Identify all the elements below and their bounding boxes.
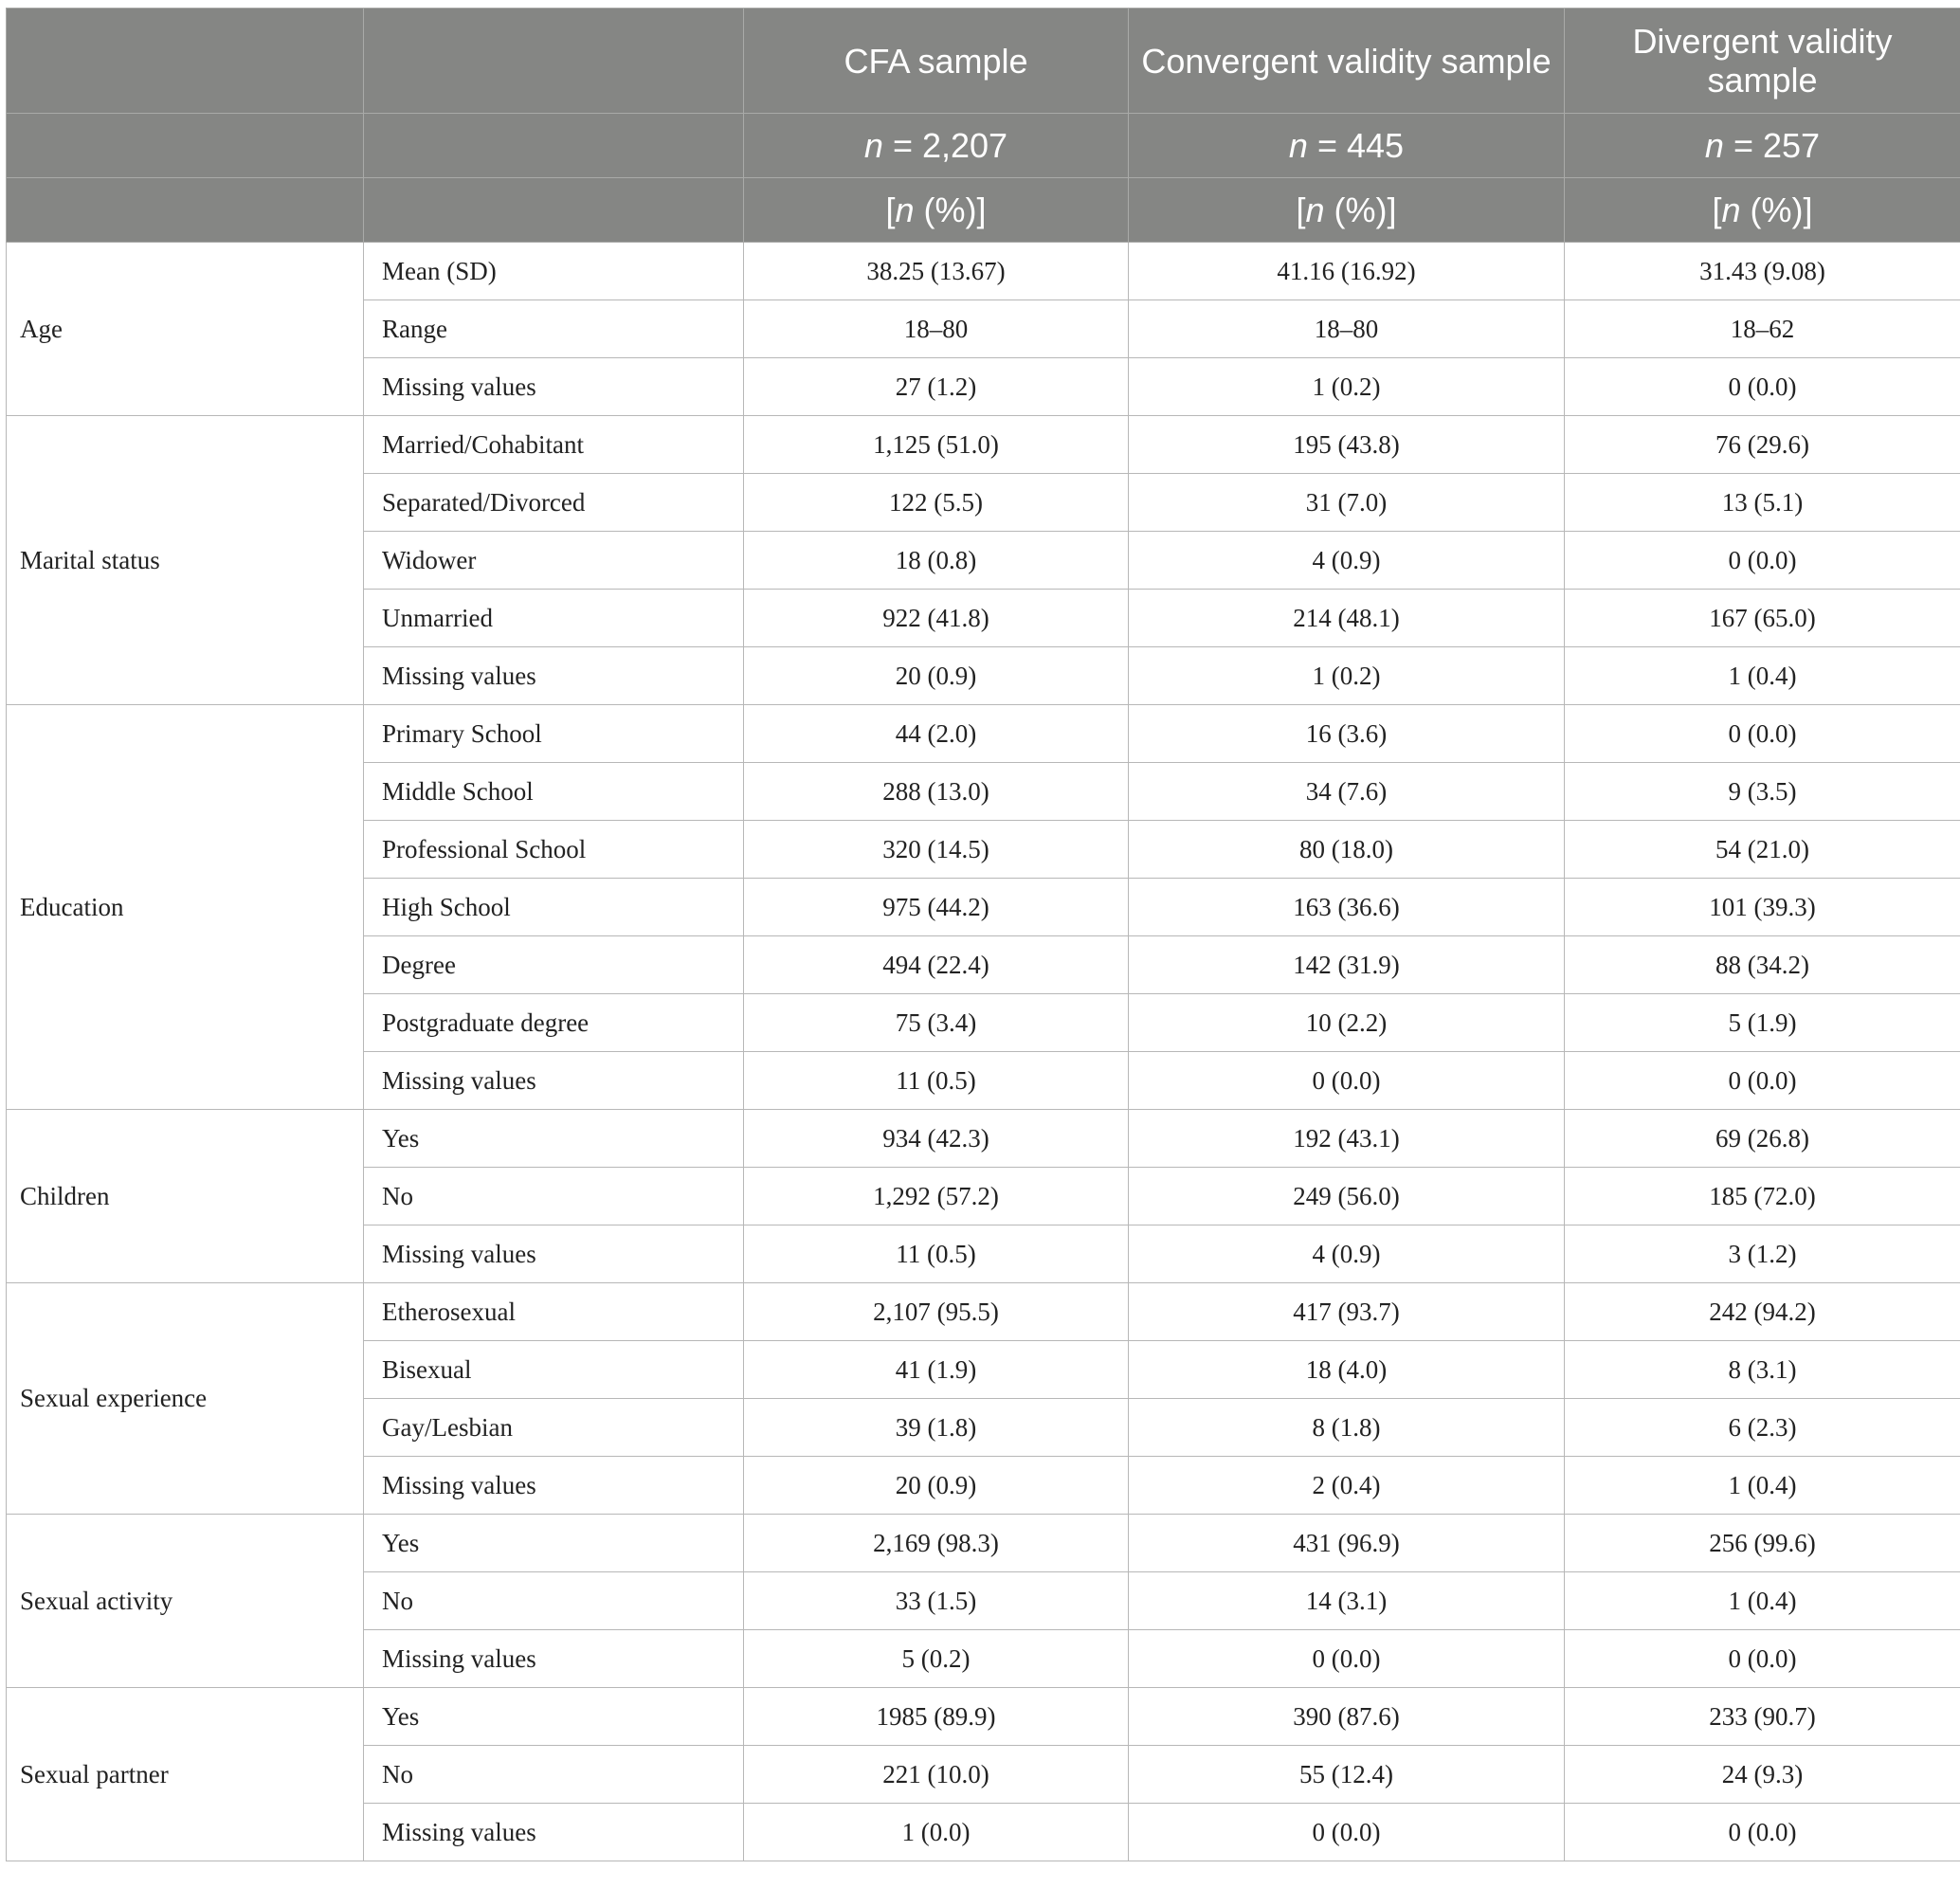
unit-n: n [895, 191, 915, 229]
cfa-value: 1985 (89.9) [744, 1688, 1129, 1746]
cfa-value: 18–80 [744, 300, 1129, 358]
table-row [7, 1283, 1960, 1341]
cfa-value: 75 (3.4) [744, 994, 1129, 1052]
table-row [7, 1110, 1960, 1168]
row-label: Professional School [364, 821, 744, 879]
group-label: Education [7, 705, 364, 1110]
table-row [7, 243, 1960, 300]
divergent-value: 1 (0.4) [1565, 1457, 1960, 1515]
row-label: Etherosexual [364, 1283, 744, 1341]
divergent-value: 31.43 (9.08) [1565, 243, 1960, 300]
convergent-value: 0 (0.0) [1129, 1804, 1565, 1861]
unit-open: [ [1296, 191, 1306, 229]
header-cfa-sample: CFA sample [744, 9, 1129, 114]
divergent-value: 6 (2.3) [1565, 1399, 1960, 1457]
divergent-value: 1 (0.4) [1565, 1572, 1960, 1630]
cfa-value: 11 (0.5) [744, 1052, 1129, 1110]
row-label: Missing values [364, 647, 744, 705]
convergent-value: 431 (96.9) [1129, 1515, 1565, 1572]
unit-close: (%)] [1740, 191, 1813, 229]
row-label: No [364, 1572, 744, 1630]
divergent-value: 0 (0.0) [1565, 1630, 1960, 1688]
divergent-value: 88 (34.2) [1565, 936, 1960, 994]
cfa-value: 2,107 (95.5) [744, 1283, 1129, 1341]
header-n-convergent [1129, 114, 1565, 178]
unit-open: [ [1712, 191, 1722, 229]
row-label: Widower [364, 532, 744, 590]
divergent-value: 8 (3.1) [1565, 1341, 1960, 1399]
divergent-value: 9 (3.5) [1565, 763, 1960, 821]
divergent-value: 18–62 [1565, 300, 1960, 358]
cfa-value: 33 (1.5) [744, 1572, 1129, 1630]
unit-close: (%)] [1324, 191, 1397, 229]
convergent-value: 0 (0.0) [1129, 1630, 1565, 1688]
n-symbol: n [1704, 126, 1724, 165]
row-label: Range [364, 300, 744, 358]
header-unit-blank-item [364, 178, 744, 243]
cfa-value: 41 (1.9) [744, 1341, 1129, 1399]
convergent-value: 142 (31.9) [1129, 936, 1565, 994]
divergent-value: 54 (21.0) [1565, 821, 1960, 879]
row-label: High School [364, 879, 744, 936]
cfa-value: 39 (1.8) [744, 1399, 1129, 1457]
convergent-value: 41.16 (16.92) [1129, 243, 1565, 300]
row-label: Unmarried [364, 590, 744, 647]
header-convergent-sample: Convergent validity sample [1129, 9, 1565, 114]
header-divergent-sample: Divergent validity sample [1565, 9, 1960, 114]
convergent-value: 195 (43.8) [1129, 416, 1565, 474]
convergent-value: 55 (12.4) [1129, 1746, 1565, 1804]
row-label: No [364, 1746, 744, 1804]
cfa-value: 2,169 (98.3) [744, 1515, 1129, 1572]
convergent-value: 0 (0.0) [1129, 1052, 1565, 1110]
cfa-value: 27 (1.2) [744, 358, 1129, 416]
n-symbol: n [863, 126, 883, 165]
convergent-value: 8 (1.8) [1129, 1399, 1565, 1457]
header-blank-group [7, 9, 364, 114]
convergent-value: 1 (0.2) [1129, 647, 1565, 705]
divergent-value: 242 (94.2) [1565, 1283, 1960, 1341]
cfa-value: 1,292 (57.2) [744, 1168, 1129, 1225]
demographics-table [6, 8, 1960, 1861]
cfa-value: 20 (0.9) [744, 647, 1129, 705]
divergent-value: 69 (26.8) [1565, 1110, 1960, 1168]
row-label: Missing values [364, 1225, 744, 1283]
cfa-value: 221 (10.0) [744, 1746, 1129, 1804]
row-label: Married/Cohabitant [364, 416, 744, 474]
cfa-value: 1 (0.0) [744, 1804, 1129, 1861]
cfa-value: 5 (0.2) [744, 1630, 1129, 1688]
cfa-value: 11 (0.5) [744, 1225, 1129, 1283]
table-row [7, 1515, 1960, 1572]
unit-close: (%)] [914, 191, 987, 229]
unit-open: [ [885, 191, 896, 229]
row-label: Missing values [364, 1804, 744, 1861]
divergent-value: 185 (72.0) [1565, 1168, 1960, 1225]
header-row-n [7, 114, 1960, 178]
header-n-divergent [1565, 114, 1960, 178]
header-blank-item [364, 9, 744, 114]
divergent-value: 0 (0.0) [1565, 358, 1960, 416]
divergent-value: 0 (0.0) [1565, 1052, 1960, 1110]
divergent-value: 233 (90.7) [1565, 1688, 1960, 1746]
divergent-value: 0 (0.0) [1565, 705, 1960, 763]
n-symbol: n [1288, 126, 1308, 165]
row-label: Middle School [364, 763, 744, 821]
divergent-value: 0 (0.0) [1565, 532, 1960, 590]
group-label: Sexual activity [7, 1515, 364, 1688]
convergent-value: 4 (0.9) [1129, 532, 1565, 590]
cfa-value: 1,125 (51.0) [744, 416, 1129, 474]
row-label: Mean (SD) [364, 243, 744, 300]
cfa-value: 288 (13.0) [744, 763, 1129, 821]
group-label: Children [7, 1110, 364, 1283]
unit-n: n [1721, 191, 1741, 229]
n-value: = 2,207 [892, 126, 1008, 165]
convergent-value: 18–80 [1129, 300, 1565, 358]
group-label: Marital status [7, 416, 364, 705]
divergent-value: 101 (39.3) [1565, 879, 1960, 936]
group-label: Sexual experience [7, 1283, 364, 1515]
convergent-value: 163 (36.6) [1129, 879, 1565, 936]
convergent-value: 192 (43.1) [1129, 1110, 1565, 1168]
n-value: = 445 [1316, 126, 1405, 165]
header-n-blank-item [364, 114, 744, 178]
cfa-value: 494 (22.4) [744, 936, 1129, 994]
divergent-value: 167 (65.0) [1565, 590, 1960, 647]
convergent-value: 390 (87.6) [1129, 1688, 1565, 1746]
convergent-value: 214 (48.1) [1129, 590, 1565, 647]
divergent-value: 0 (0.0) [1565, 1804, 1960, 1861]
header-unit-blank-group [7, 178, 364, 243]
row-label: Separated/Divorced [364, 474, 744, 532]
row-label: Missing values [364, 1630, 744, 1688]
divergent-value: 24 (9.3) [1565, 1746, 1960, 1804]
divergent-value: 76 (29.6) [1565, 416, 1960, 474]
row-label: Gay/Lesbian [364, 1399, 744, 1457]
row-label: Missing values [364, 1052, 744, 1110]
header-unit-cfa [744, 178, 1129, 243]
header-row-unit [7, 178, 1960, 243]
convergent-value: 4 (0.9) [1129, 1225, 1565, 1283]
cfa-value: 922 (41.8) [744, 590, 1129, 647]
cfa-value: 44 (2.0) [744, 705, 1129, 763]
table-body [7, 243, 1960, 1861]
row-label: Yes [364, 1515, 744, 1572]
convergent-value: 80 (18.0) [1129, 821, 1565, 879]
convergent-value: 18 (4.0) [1129, 1341, 1565, 1399]
header-n-cfa [744, 114, 1129, 178]
group-label: Sexual partner [7, 1688, 364, 1861]
table-header [7, 9, 1960, 243]
convergent-value: 417 (93.7) [1129, 1283, 1565, 1341]
table-row [7, 705, 1960, 763]
divergent-value: 13 (5.1) [1565, 474, 1960, 532]
header-unit-convergent [1129, 178, 1565, 243]
cfa-value: 20 (0.9) [744, 1457, 1129, 1515]
row-label: Yes [364, 1688, 744, 1746]
table-row [7, 416, 1960, 474]
convergent-value: 249 (56.0) [1129, 1168, 1565, 1225]
convergent-value: 31 (7.0) [1129, 474, 1565, 532]
group-label: Age [7, 243, 364, 416]
divergent-value: 256 (99.6) [1565, 1515, 1960, 1572]
row-label: Yes [364, 1110, 744, 1168]
convergent-value: 16 (3.6) [1129, 705, 1565, 763]
cfa-value: 320 (14.5) [744, 821, 1129, 879]
table-row [7, 1688, 1960, 1746]
cfa-value: 934 (42.3) [744, 1110, 1129, 1168]
convergent-value: 14 (3.1) [1129, 1572, 1565, 1630]
divergent-value: 1 (0.4) [1565, 647, 1960, 705]
row-label: No [364, 1168, 744, 1225]
header-row-titles [7, 9, 1960, 114]
cfa-value: 18 (0.8) [744, 532, 1129, 590]
row-label: Primary School [364, 705, 744, 763]
row-label: Bisexual [364, 1341, 744, 1399]
row-label: Degree [364, 936, 744, 994]
convergent-value: 2 (0.4) [1129, 1457, 1565, 1515]
header-n-blank-group [7, 114, 364, 178]
divergent-value: 3 (1.2) [1565, 1225, 1960, 1283]
convergent-value: 34 (7.6) [1129, 763, 1565, 821]
row-label: Missing values [364, 358, 744, 416]
cfa-value: 122 (5.5) [744, 474, 1129, 532]
n-value: = 257 [1733, 126, 1821, 165]
unit-n: n [1305, 191, 1325, 229]
cfa-value: 975 (44.2) [744, 879, 1129, 936]
header-unit-divergent [1565, 178, 1960, 243]
row-label: Missing values [364, 1457, 744, 1515]
convergent-value: 10 (2.2) [1129, 994, 1565, 1052]
cfa-value: 38.25 (13.67) [744, 243, 1129, 300]
divergent-value: 5 (1.9) [1565, 994, 1960, 1052]
row-label: Postgraduate degree [364, 994, 744, 1052]
convergent-value: 1 (0.2) [1129, 358, 1565, 416]
